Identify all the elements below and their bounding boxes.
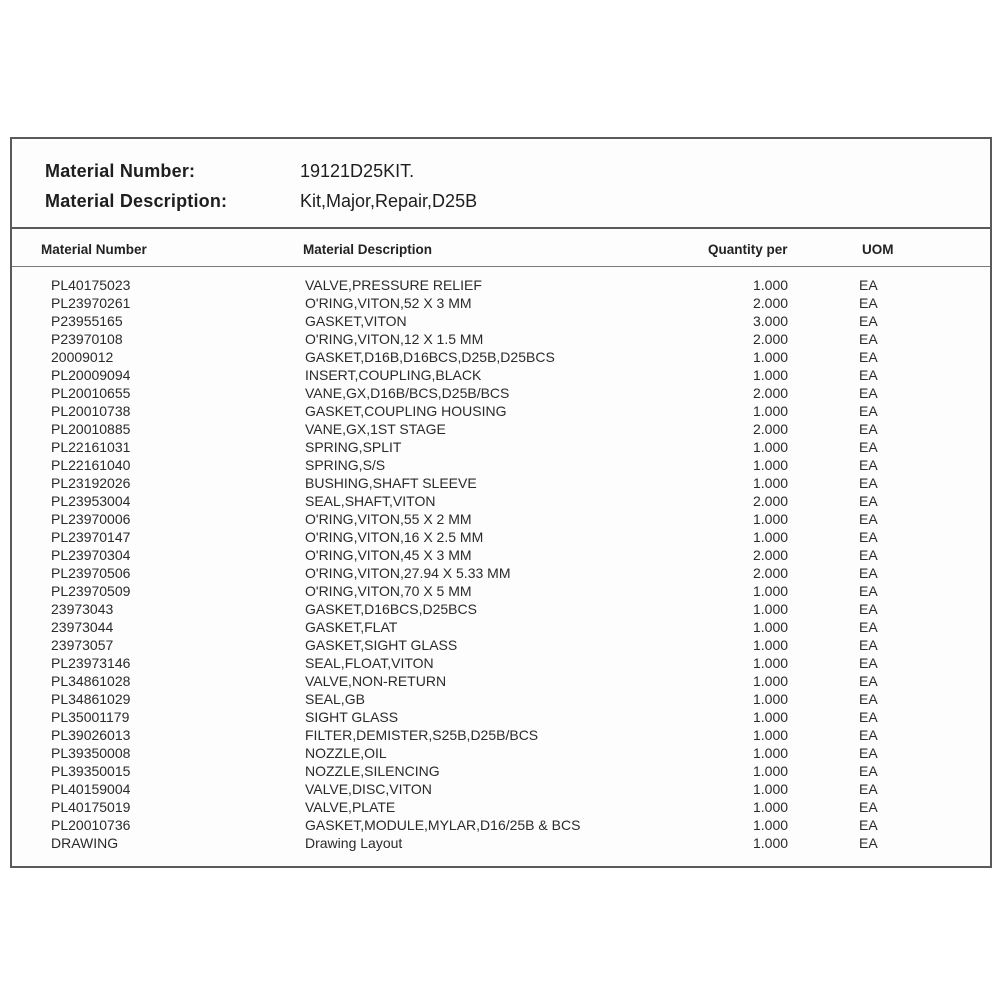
cell-material-description: O'RING,VITON,45 X 3 MM xyxy=(305,547,472,563)
cell-material-description: O'RING,VITON,16 X 2.5 MM xyxy=(305,529,484,545)
cell-uom: EA xyxy=(859,583,878,599)
cell-material-description: GASKET,VITON xyxy=(305,313,407,329)
cell-uom: EA xyxy=(859,457,878,473)
document-header xyxy=(12,139,990,229)
material-number-value: 19121D25KIT. xyxy=(300,161,415,181)
cell-quantity: 1.000 xyxy=(753,457,789,473)
cell-quantity: 1.000 xyxy=(753,475,789,491)
cell-uom: EA xyxy=(859,421,878,437)
cell-material-description: SEAL,SHAFT,VITON xyxy=(305,493,436,509)
cell-material-number: 20009012 xyxy=(51,349,114,365)
cell-material-number: PL20010655 xyxy=(51,385,131,401)
cell-material-number: PL34861028 xyxy=(51,673,131,689)
table-row xyxy=(12,402,990,420)
table-row xyxy=(12,438,990,456)
cell-material-description: O'RING,VITON,52 X 3 MM xyxy=(305,295,472,311)
material-description-label: Material Description: xyxy=(45,191,228,211)
table-row xyxy=(12,690,990,708)
cell-material-description: SPRING,S/S xyxy=(305,457,386,473)
cell-uom: EA xyxy=(859,313,878,329)
cell-material-number: 23973043 xyxy=(51,601,114,617)
cell-material-number: PL20010738 xyxy=(51,403,131,419)
cell-uom: EA xyxy=(859,673,878,689)
table-row xyxy=(12,276,990,294)
table-row xyxy=(12,384,990,402)
cell-material-description: GASKET,COUPLING HOUSING xyxy=(305,403,507,419)
cell-uom: EA xyxy=(859,385,878,401)
cell-uom: EA xyxy=(859,727,878,743)
cell-material-number: PL34861029 xyxy=(51,691,131,707)
cell-uom: EA xyxy=(859,295,878,311)
cell-uom: EA xyxy=(859,277,878,293)
cell-quantity: 1.000 xyxy=(753,277,789,293)
cell-quantity: 1.000 xyxy=(753,691,789,707)
cell-material-description: GASKET,MODULE,MYLAR,D16/25B & BCS xyxy=(305,817,581,833)
cell-material-number: PL23970509 xyxy=(51,583,131,599)
cell-material-description: SEAL,FLOAT,VITON xyxy=(305,655,434,671)
cell-material-description: GASKET,D16B,D16BCS,D25B,D25BCS xyxy=(305,349,555,365)
cell-material-number: PL22161031 xyxy=(51,439,131,455)
cell-material-description: VALVE,PRESSURE RELIEF xyxy=(305,277,482,293)
table-row xyxy=(12,654,990,672)
cell-uom: EA xyxy=(859,403,878,419)
cell-quantity: 1.000 xyxy=(753,727,789,743)
cell-material-description: SPRING,SPLIT xyxy=(305,439,402,455)
cell-material-number: P23970108 xyxy=(51,331,123,347)
cell-material-number: PL23953004 xyxy=(51,493,131,509)
cell-material-description: Drawing Layout xyxy=(305,835,403,851)
cell-uom: EA xyxy=(859,817,878,833)
cell-material-number: PL39350015 xyxy=(51,763,131,779)
cell-material-description: O'RING,VITON,12 X 1.5 MM xyxy=(305,331,484,347)
cell-material-description: O'RING,VITON,55 X 2 MM xyxy=(305,511,472,527)
table-row xyxy=(12,420,990,438)
column-header-material-description: Material Description xyxy=(303,242,433,257)
table-row xyxy=(12,780,990,798)
cell-uom: EA xyxy=(859,547,878,563)
cell-material-number: PL23970006 xyxy=(51,511,131,527)
cell-quantity: 1.000 xyxy=(753,511,789,527)
cell-quantity: 2.000 xyxy=(753,547,789,563)
cell-uom: EA xyxy=(859,493,878,509)
cell-quantity: 1.000 xyxy=(753,583,789,599)
cell-material-description: GASKET,FLAT xyxy=(305,619,398,635)
cell-material-description: NOZZLE,OIL xyxy=(305,745,387,761)
cell-uom: EA xyxy=(859,349,878,365)
cell-material-description: VALVE,DISC,VITON xyxy=(305,781,432,797)
cell-quantity: 1.000 xyxy=(753,709,789,725)
table-row xyxy=(12,492,990,510)
cell-uom: EA xyxy=(859,709,878,725)
cell-uom: EA xyxy=(859,367,878,383)
cell-material-description: VANE,GX,D16B/BCS,D25B/BCS xyxy=(305,385,510,401)
table-row xyxy=(12,546,990,564)
cell-material-number: PL20009094 xyxy=(51,367,131,383)
table-row xyxy=(12,330,990,348)
cell-material-description: BUSHING,SHAFT SLEEVE xyxy=(305,475,477,491)
table-row xyxy=(12,510,990,528)
cell-material-number: 23973057 xyxy=(51,637,114,653)
cell-material-number: PL22161040 xyxy=(51,457,131,473)
cell-uom: EA xyxy=(859,637,878,653)
table-row xyxy=(12,726,990,744)
cell-material-number: PL23970147 xyxy=(51,529,131,545)
cell-material-number: PL20010736 xyxy=(51,817,131,833)
table-row xyxy=(12,816,990,834)
table-row xyxy=(12,744,990,762)
cell-material-number: PL35001179 xyxy=(51,709,130,725)
table-row xyxy=(12,366,990,384)
cell-uom: EA xyxy=(859,781,878,797)
cell-quantity: 1.000 xyxy=(753,817,789,833)
cell-material-description: SEAL,GB xyxy=(305,691,365,707)
cell-uom: EA xyxy=(859,763,878,779)
cell-quantity: 1.000 xyxy=(753,745,789,761)
column-header-quantity: Quantity per xyxy=(708,242,788,257)
cell-material-description: INSERT,COUPLING,BLACK xyxy=(305,367,482,383)
cell-quantity: 1.000 xyxy=(753,529,789,545)
cell-material-number: PL23970506 xyxy=(51,565,131,581)
table-row xyxy=(12,474,990,492)
cell-quantity: 2.000 xyxy=(753,421,789,437)
column-header-divider xyxy=(12,266,990,267)
cell-material-description: GASKET,D16BCS,D25BCS xyxy=(305,601,477,617)
table-row xyxy=(12,708,990,726)
cell-material-description: NOZZLE,SILENCING xyxy=(305,763,440,779)
cell-uom: EA xyxy=(859,655,878,671)
table-row xyxy=(12,564,990,582)
cell-material-number: P23955165 xyxy=(51,313,123,329)
cell-quantity: 1.000 xyxy=(753,403,789,419)
cell-uom: EA xyxy=(859,601,878,617)
cell-material-number: 23973044 xyxy=(51,619,114,635)
table-row xyxy=(12,582,990,600)
cell-uom: EA xyxy=(859,331,878,347)
material-description-value: Kit,Major,Repair,D25B xyxy=(300,191,478,211)
cell-material-description: O'RING,VITON,70 X 5 MM xyxy=(305,583,472,599)
cell-material-description: SIGHT GLASS xyxy=(305,709,399,725)
cell-quantity: 3.000 xyxy=(753,313,789,329)
table-row xyxy=(12,636,990,654)
cell-material-number: PL23192026 xyxy=(51,475,131,491)
cell-quantity: 1.000 xyxy=(753,781,789,797)
cell-quantity: 2.000 xyxy=(753,385,789,401)
cell-uom: EA xyxy=(859,691,878,707)
cell-uom: EA xyxy=(859,745,878,761)
cell-quantity: 1.000 xyxy=(753,655,789,671)
cell-quantity: 2.000 xyxy=(753,565,789,581)
cell-uom: EA xyxy=(859,835,878,851)
cell-material-number: PL23970261 xyxy=(51,295,131,311)
cell-material-description: GASKET,SIGHT GLASS xyxy=(305,637,458,653)
cell-quantity: 1.000 xyxy=(753,673,789,689)
material-number-label: Material Number: xyxy=(45,161,196,181)
cell-material-number: PL23973146 xyxy=(51,655,131,671)
cell-quantity: 1.000 xyxy=(753,619,789,635)
material-document xyxy=(10,137,992,868)
cell-material-description: FILTER,DEMISTER,S25B,D25B/BCS xyxy=(305,727,539,743)
cell-quantity: 1.000 xyxy=(753,835,789,851)
cell-uom: EA xyxy=(859,565,878,581)
parts-list xyxy=(12,276,990,852)
cell-material-number: PL40175019 xyxy=(51,799,131,815)
cell-material-number: PL39350008 xyxy=(51,745,131,761)
table-row xyxy=(12,294,990,312)
cell-material-number: PL40159004 xyxy=(51,781,131,797)
table-row xyxy=(12,312,990,330)
cell-uom: EA xyxy=(859,439,878,455)
cell-quantity: 2.000 xyxy=(753,331,789,347)
cell-uom: EA xyxy=(859,529,878,545)
cell-material-number: PL39026013 xyxy=(51,727,131,743)
cell-material-description: VALVE,NON-RETURN xyxy=(305,673,447,689)
cell-quantity: 1.000 xyxy=(753,349,789,365)
cell-quantity: 1.000 xyxy=(753,439,789,455)
table-row xyxy=(12,456,990,474)
cell-material-number: PL20010885 xyxy=(51,421,131,437)
cell-uom: EA xyxy=(859,619,878,635)
cell-quantity: 1.000 xyxy=(753,601,789,617)
cell-quantity: 1.000 xyxy=(753,799,789,815)
cell-uom: EA xyxy=(859,475,878,491)
table-row xyxy=(12,834,990,852)
cell-quantity: 2.000 xyxy=(753,493,789,509)
cell-material-description: O'RING,VITON,27.94 X 5.33 MM xyxy=(305,565,511,581)
cell-material-number: PL40175023 xyxy=(51,277,131,293)
cell-quantity: 2.000 xyxy=(753,295,789,311)
cell-quantity: 1.000 xyxy=(753,367,789,383)
cell-material-number: PL23970304 xyxy=(51,547,131,563)
cell-uom: EA xyxy=(859,799,878,815)
cell-quantity: 1.000 xyxy=(753,763,789,779)
table-row xyxy=(12,528,990,546)
cell-material-description: VALVE,PLATE xyxy=(305,799,396,815)
table-row xyxy=(12,348,990,366)
table-row xyxy=(12,600,990,618)
table-row xyxy=(12,618,990,636)
cell-material-description: VANE,GX,1ST STAGE xyxy=(305,421,446,437)
cell-material-number: DRAWING xyxy=(51,835,119,851)
cell-quantity: 1.000 xyxy=(753,637,789,653)
table-row xyxy=(12,762,990,780)
column-header-uom: UOM xyxy=(862,242,894,257)
column-header-material-number: Material Number xyxy=(41,242,147,257)
table-row xyxy=(12,798,990,816)
table-row xyxy=(12,672,990,690)
cell-uom: EA xyxy=(859,511,878,527)
